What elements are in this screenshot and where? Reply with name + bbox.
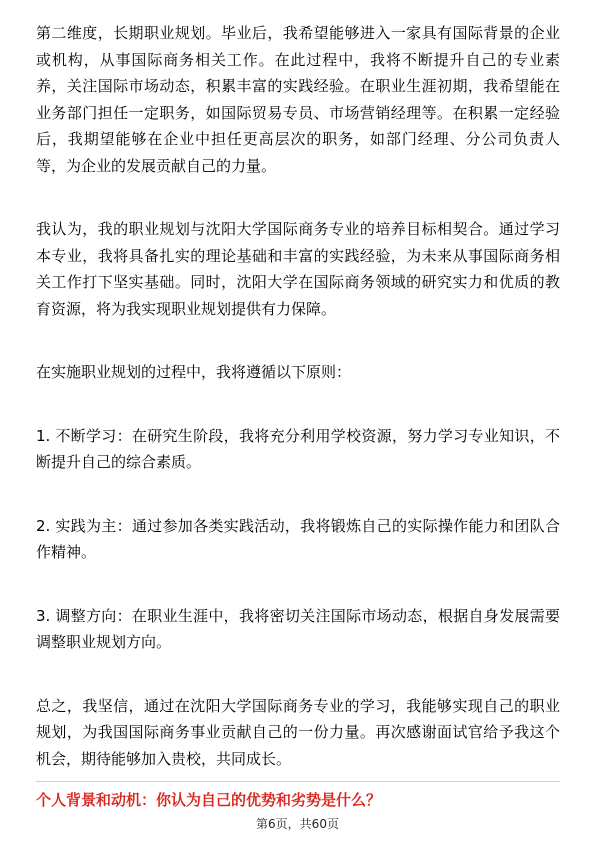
section-divider — [36, 781, 560, 782]
page-number-footer: 第6页，共60页 — [256, 817, 339, 831]
paragraph-principles-intro: 在实施职业规划的过程中，我将遵循以下原则： — [36, 363, 352, 381]
paragraph-principle-1: 1. 不断学习：在研究生阶段，我将充分利用学校资源，努力学习专业知识，不断提升自己的综合素质。 — [36, 426, 560, 471]
document-body — [36, 20, 560, 809]
paragraph-conclusion: 总之，我坚信，通过在沈阳大学国际商务专业的学习，我能够实现自己的职业规划，为我国国际商务事业贡献自己的一份力量。再次感谢面试官给予我这个机会，期待能够加入贵校，共同成长。 — [36, 696, 560, 768]
paragraph-principle-2: 2. 实践为主：通过参加各类实践活动，我将锻炼自己的实际操作能力和团队合作精神。 — [36, 516, 560, 561]
next-question-heading: 个人背景和动机：你认为自己的优势和劣势是什么？ — [36, 791, 382, 809]
paragraph-plan-fit: 我认为，我的职业规划与沈阳大学国际商务专业的培养目标相契合。通过学习本专业，我将具备扎实的理论基础和丰富的实践经验，为未来从事国际商务相关工作打下坚实基础。同时，沈阳大学在国际商务领域的研究实力和优质的教育资源，将为我实现职业规划提供有力保障。 — [36, 220, 560, 318]
paragraph-long-term-plan: 第二维度，长期职业规划。毕业后，我希望能够进入一家具有国际背景的企业或机构，从事国际商务相关工作。在此过程中，我将不断提升自己的专业素养，关注国际市场动态，积累丰富的实践经验。在职业生涯初期，我希望能在业务部门担任一定职务，如国际贸易专员、市场营销经理等。在积累一定经验后，我期望能够在企业中担任更高层次的职务，如部门经理、分公司负责人等，为企业的发展贡献自己的力量。 — [36, 24, 560, 175]
paragraph-principle-3: 3. 调整方向：在职业生涯中，我将密切关注国际市场动态，根据自身发展需要调整职业规划方向。 — [36, 606, 560, 651]
